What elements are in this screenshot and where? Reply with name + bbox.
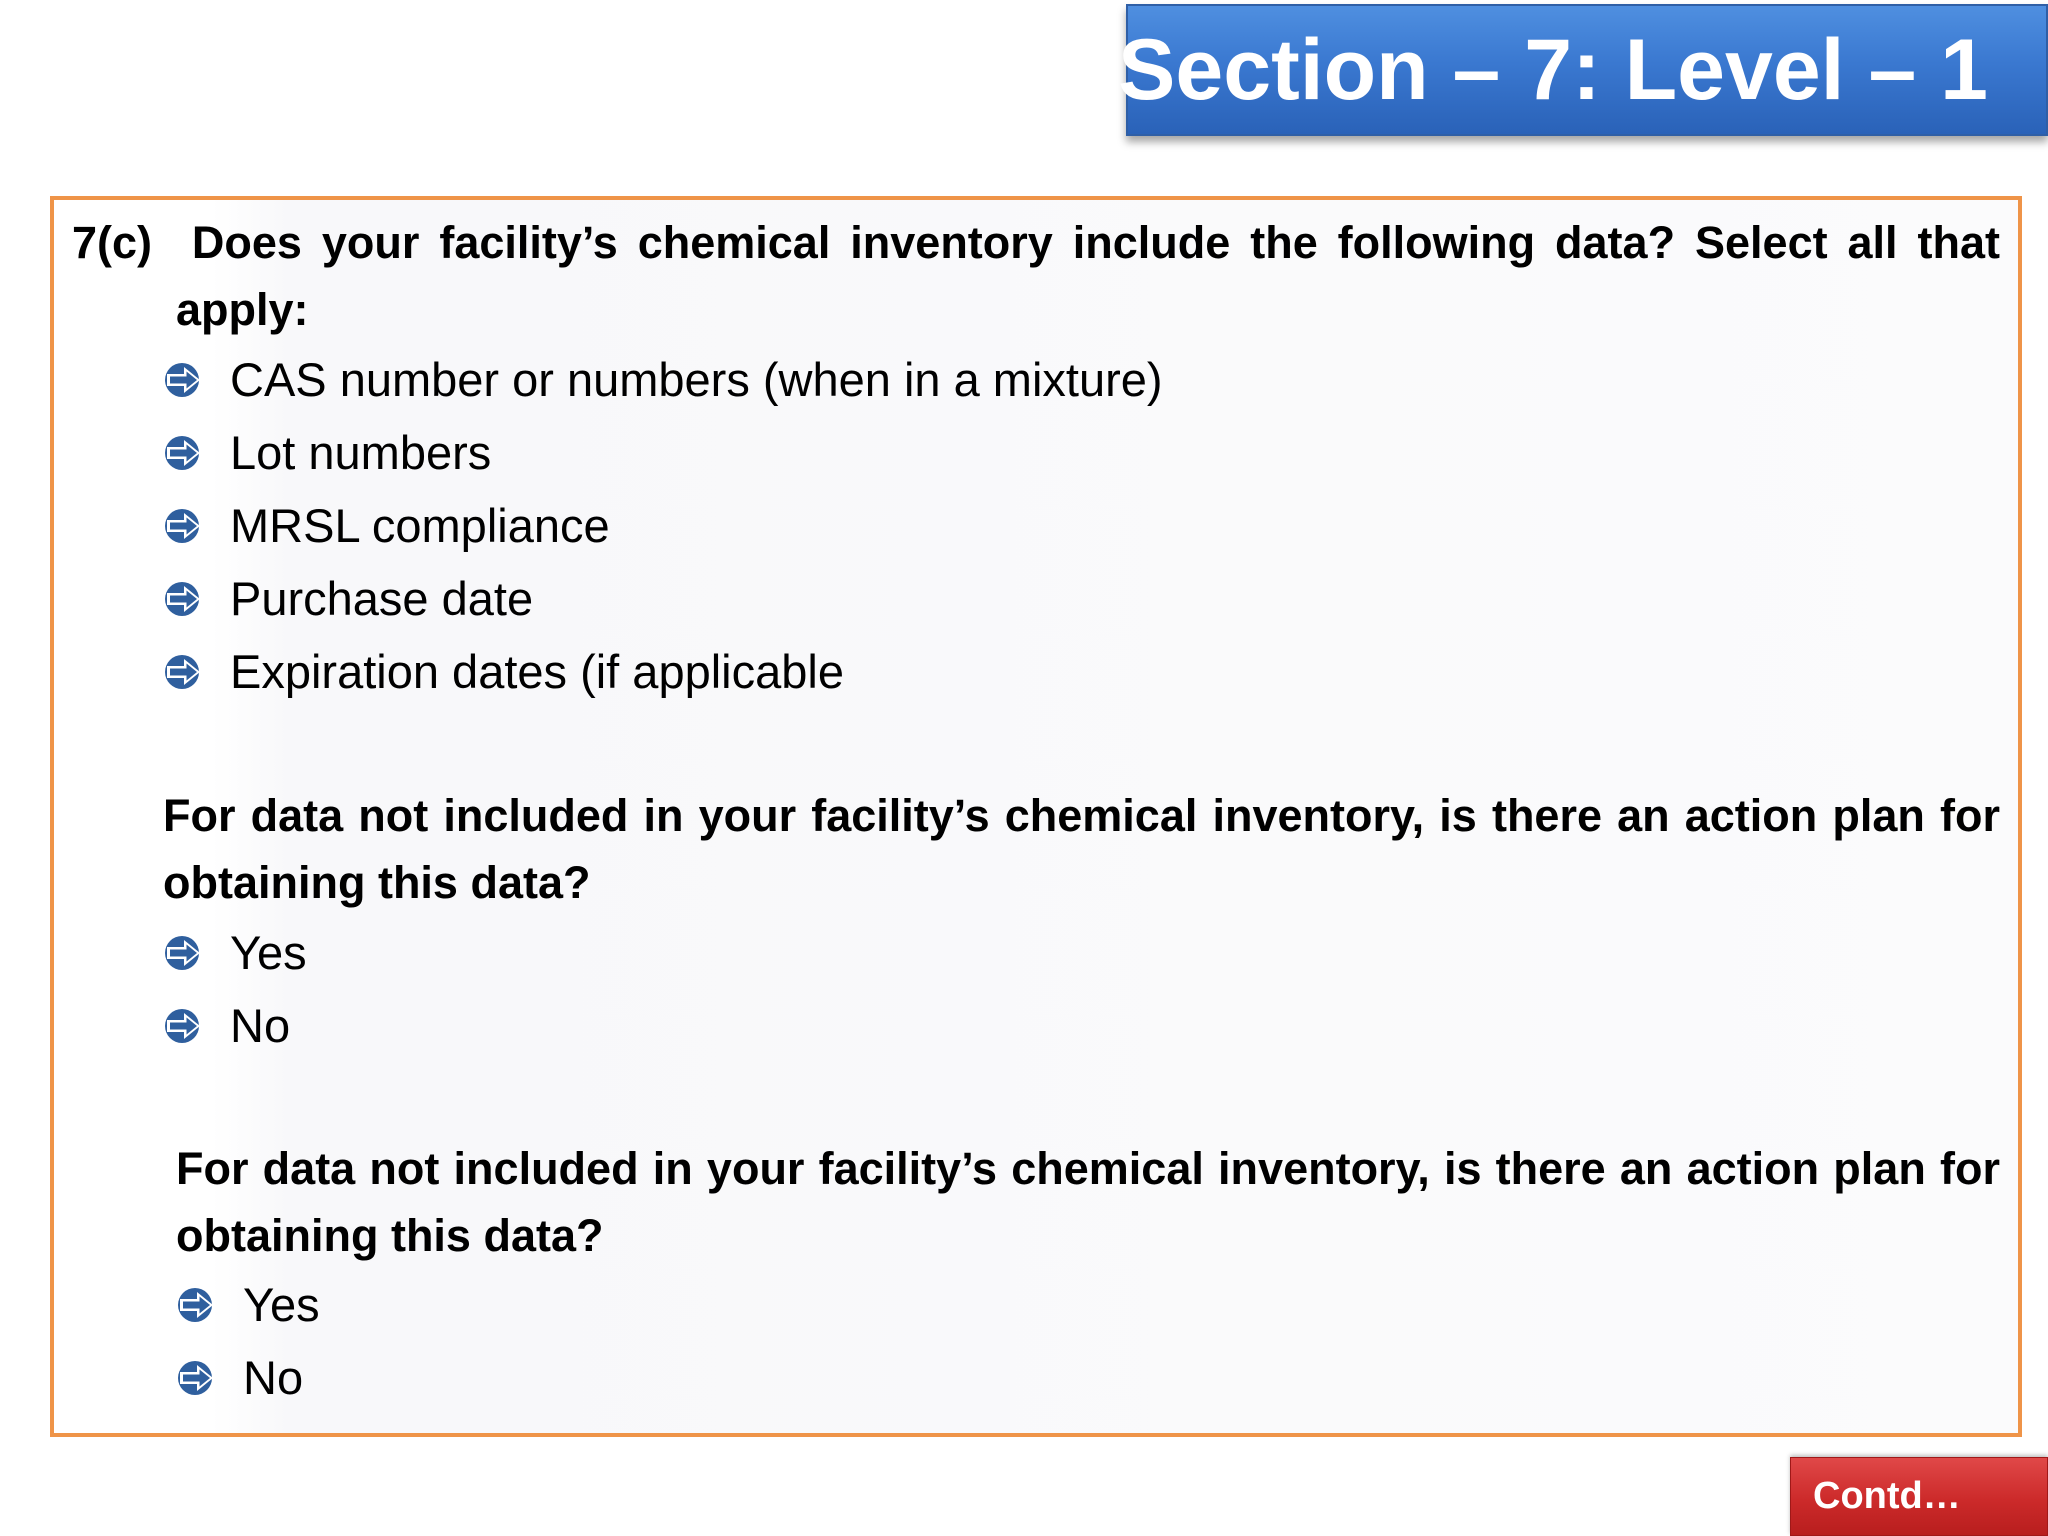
option-label: Yes	[243, 1278, 320, 1331]
option-label: Lot numbers	[230, 426, 492, 479]
circled-arrow-right-icon	[162, 650, 206, 694]
option-expiration-dates[interactable]	[162, 635, 1163, 708]
contd-button[interactable]: Contd…	[1790, 1457, 2048, 1536]
option-label: No	[243, 1351, 304, 1404]
circled-arrow-right-icon	[162, 1004, 206, 1048]
inventory-data-options	[162, 343, 1163, 708]
question-7c-text	[72, 209, 2000, 343]
circled-arrow-right-icon	[162, 504, 206, 548]
circled-arrow-right-icon	[162, 577, 206, 621]
option-label: No	[230, 999, 291, 1052]
action-plan-options-repeat	[175, 1268, 320, 1414]
action-plan-question-repeat: For data not included in your facility’s chemical inventory, is there an action plan for obtaining this data?	[176, 1143, 2000, 1261]
option-yes[interactable]	[175, 1268, 320, 1341]
option-yes[interactable]	[162, 916, 307, 989]
option-no[interactable]	[175, 1341, 320, 1414]
option-mrsl-compliance[interactable]	[162, 489, 1163, 562]
option-label: Purchase date	[230, 572, 534, 625]
circled-arrow-right-icon	[162, 931, 206, 975]
question-number: 7(c)	[72, 217, 153, 268]
option-cas-number[interactable]	[162, 343, 1163, 416]
option-label: Yes	[230, 926, 307, 979]
option-lot-numbers[interactable]	[162, 416, 1163, 489]
option-label: MRSL compliance	[230, 499, 610, 552]
option-purchase-date[interactable]	[162, 562, 1163, 635]
action-plan-options	[162, 916, 307, 1062]
option-no[interactable]	[162, 989, 307, 1062]
section-header-banner	[1118, 4, 2048, 136]
section-title: Section – 7: Level – 1	[1118, 22, 1988, 118]
option-label: CAS number or numbers (when in a mixture)	[230, 353, 1163, 406]
option-label: Expiration dates (if applicable	[230, 645, 844, 698]
question-prompt: Does your facility’s chemical inventory include the following data? Select all that apply:	[176, 217, 2000, 335]
circled-arrow-right-icon	[175, 1283, 219, 1327]
circled-arrow-right-icon	[175, 1356, 219, 1400]
circled-arrow-right-icon	[162, 358, 206, 402]
circled-arrow-right-icon	[162, 431, 206, 475]
action-plan-question: For data not included in your facility’s chemical inventory, is there an action plan for obtaining this data?	[163, 790, 2000, 908]
